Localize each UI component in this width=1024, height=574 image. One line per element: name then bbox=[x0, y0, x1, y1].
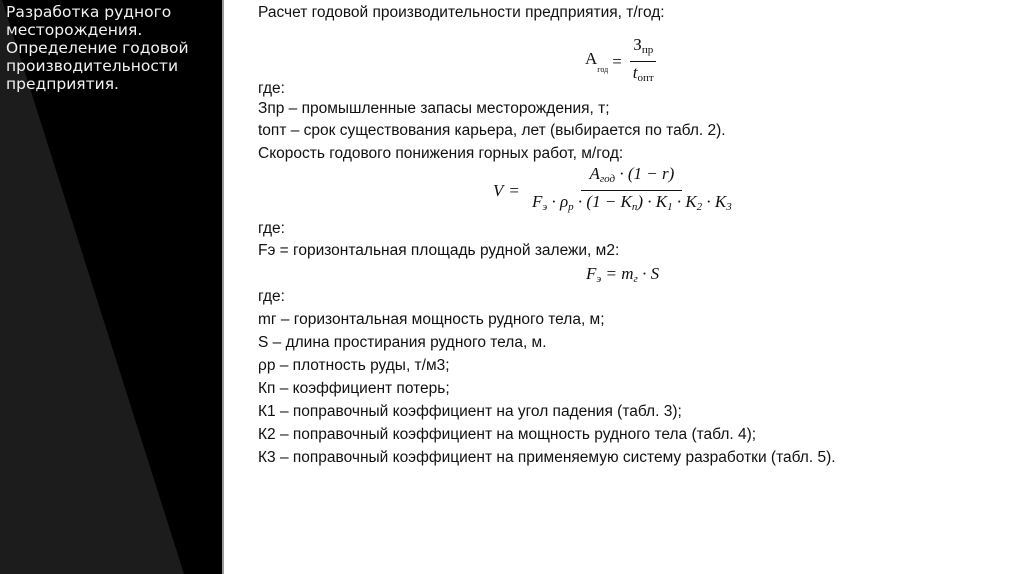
text-line: ρр – плотность руды, т/м3; bbox=[258, 357, 450, 374]
text-line: S – длина простирания рудного тела, м. bbox=[258, 334, 547, 351]
title-panel bbox=[0, 0, 222, 574]
formula-speed: V = $\frac{A_{год} \cdot (1 - r)}{F_э \cdot \rho_р \cdot (1 - К_п) \cdot K_1 \cdot K_2 \cdot K_3}$ bbox=[493, 164, 732, 213]
text-line: Скорость годового понижения горных работ, м/год: bbox=[258, 145, 624, 162]
text-line: К3 – поправочный коэффициент на применяемую систему разработки (табл. 5). bbox=[258, 449, 836, 466]
text-line: Расчет годовой производительности предприятия, т/год: bbox=[258, 4, 665, 21]
text-line: где: bbox=[258, 80, 285, 97]
text-line: К1 – поправочный коэффициент на угол падения (табл. 3); bbox=[258, 403, 682, 420]
text-line: где: bbox=[258, 220, 285, 237]
text-line: К2 – поправочный коэффициент на мощность рудного тела (табл. 4); bbox=[258, 426, 757, 443]
text-line: tопт – срок существования карьера, лет (выбирается по табл. 2). bbox=[258, 122, 726, 139]
formula-area: $F_э = m_г \cdot S$ bbox=[586, 264, 660, 285]
text-line: Fэ = горизонтальная площадь рудной залежи, м2: bbox=[258, 242, 620, 259]
formula-annual-output: $А_{год}$ = $\frac{З_{пр}}{t_{опт}}$ bbox=[585, 34, 661, 89]
divider bbox=[222, 0, 224, 574]
text-line: Кп – коэффициент потерь; bbox=[258, 380, 450, 397]
text-line: где: bbox=[258, 288, 285, 305]
text-line: Зпр – промышленные запасы месторождения, т; bbox=[258, 100, 610, 117]
text-line: mг – горизонтальная мощность рудного тела, м; bbox=[258, 311, 605, 328]
slide-title: Разработка рудного месторождения. Определение годовой производительности предприятия. bbox=[6, 3, 189, 93]
